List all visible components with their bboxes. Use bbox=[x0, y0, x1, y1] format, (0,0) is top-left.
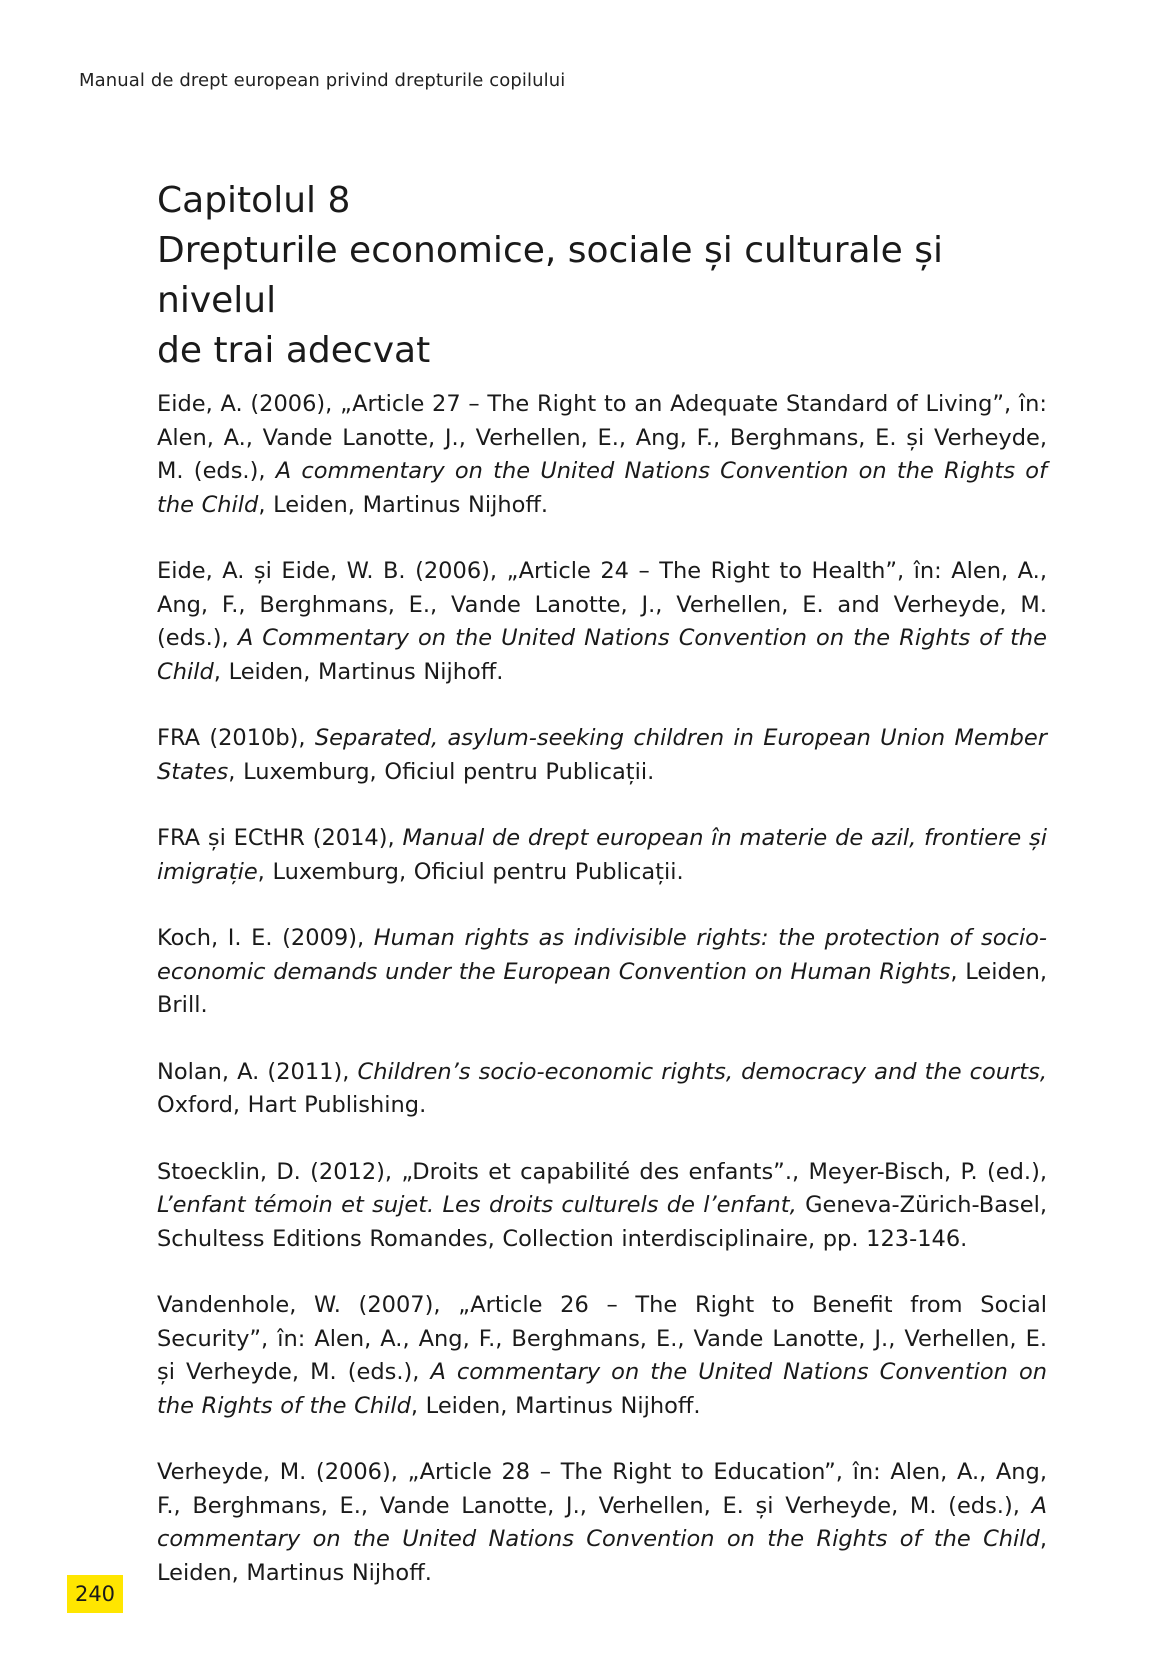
reference-title: A commentary on the United Nations Convention on the Rights of the Child bbox=[157, 1492, 1047, 1552]
reference-publisher: , Leiden, Martinus Nijhoff. bbox=[157, 1526, 1047, 1586]
reference-entry bbox=[157, 822, 1047, 889]
reference-authors: Stoecklin, D. (2012), „Droits et capabilité des enfants”., Meyer-Bisch, P. (ed.), bbox=[157, 1158, 1047, 1185]
reference-publisher: , Leiden, Brill. bbox=[157, 958, 1047, 1018]
reference-publisher: , Leiden, Martinus Nijhoff. bbox=[213, 658, 504, 685]
reference-authors: Vandenhole, W. (2007), „Article 26 – The Right to Benefit from Social Security”, în: Alen, A., Ang, F., Berghmans, E., Vande Lanotte, J., Verhellen, E. și Verheyde, M. (eds.), bbox=[157, 1292, 1047, 1385]
reference-title: Separated, asylum-seeking children in European Union Member States bbox=[157, 725, 1047, 785]
reference-publisher: , Leiden, Martinus Nijhoff. bbox=[258, 491, 549, 518]
reference-authors: FRA și ECtHR (2014), bbox=[157, 825, 403, 851]
reference-publisher: Oxford, Hart Publishing. bbox=[157, 1092, 427, 1118]
reference-entry bbox=[157, 388, 1047, 522]
reference-publisher: , Leiden, Martinus Nijhoff. bbox=[410, 1392, 701, 1419]
reference-title: A commentary on the United Nations Convention on the Rights of the Child bbox=[157, 1359, 1047, 1419]
page-content bbox=[157, 176, 1047, 1623]
reference-title: Children’s socio-economic rights, democracy and the courts, bbox=[357, 1058, 1048, 1085]
chapter-title-line-2: de trai adecvat bbox=[157, 330, 431, 371]
page-number: 240 bbox=[67, 1575, 123, 1613]
reference-title: Manual de drept european în materie de azil, frontiere și imigrație bbox=[157, 825, 1047, 885]
reference-authors: Koch, I. E. (2009), bbox=[157, 925, 374, 951]
reference-authors: FRA (2010b), bbox=[157, 725, 315, 751]
reference-entry bbox=[157, 1456, 1047, 1590]
reference-entry bbox=[157, 922, 1047, 1023]
reference-entry bbox=[157, 1156, 1047, 1257]
chapter-label: Capitolul 8 bbox=[157, 180, 351, 221]
reference-authors: Verheyde, M. (2006), „Article 28 – The Right to Education”, în: Alen, A., Ang, F., Berghmans, E., Vande Lanotte, J., Verhellen, E. și Verheyde, M. (eds.), bbox=[157, 1459, 1047, 1519]
reference-authors: Eide, A. (2006), „Article 27 – The Right to an Adequate Standard of Living”, în: Alen, A., Vande Lanotte, J., Verhellen, E., Ang, F., Berghmans, E. și Verheyde, M. (eds.), bbox=[157, 391, 1047, 484]
reference-entry bbox=[157, 1289, 1047, 1423]
reference-title: L’enfant témoin et sujet. Les droits culturels de l’enfant, bbox=[157, 1192, 797, 1218]
reference-publisher: Geneva-Zürich-Basel, Schultess Editions Romandes, Collection interdisciplinaire, pp. 123-146. bbox=[157, 1192, 1047, 1252]
reference-authors: Eide, A. și Eide, W. B. (2006), „Article 24 – The Right to Health”, în: Alen, A., Ang, F., Berghmans, E., Vande Lanotte, J., Verhellen, E. and Verheyde, M. (eds.), bbox=[157, 558, 1047, 651]
chapter-heading bbox=[157, 176, 1047, 376]
reference-title: Human rights as indivisible rights: the protection of socio-economic demands under the European Convention on Human Rights bbox=[157, 925, 1047, 985]
reference-publisher: , Luxemburg, Oficiul pentru Publicații. bbox=[257, 858, 684, 885]
chapter-title-line-1: Drepturile economice, sociale și culturale și nivelul bbox=[157, 230, 943, 321]
reference-entry bbox=[157, 722, 1047, 789]
reference-title: A Commentary on the United Nations Convention on the Rights of the Child bbox=[157, 625, 1047, 685]
reference-title: A commentary on the United Nations Convention on the Rights of the Child bbox=[157, 458, 1047, 518]
reference-entry bbox=[157, 1056, 1047, 1123]
reference-entry bbox=[157, 555, 1047, 689]
reference-publisher: , Luxemburg, Oficiul pentru Publicații. bbox=[228, 758, 655, 785]
reference-authors: Nolan, A. (2011), bbox=[157, 1058, 358, 1085]
running-header: Manual de drept european privind drepturile copilului bbox=[79, 70, 566, 91]
